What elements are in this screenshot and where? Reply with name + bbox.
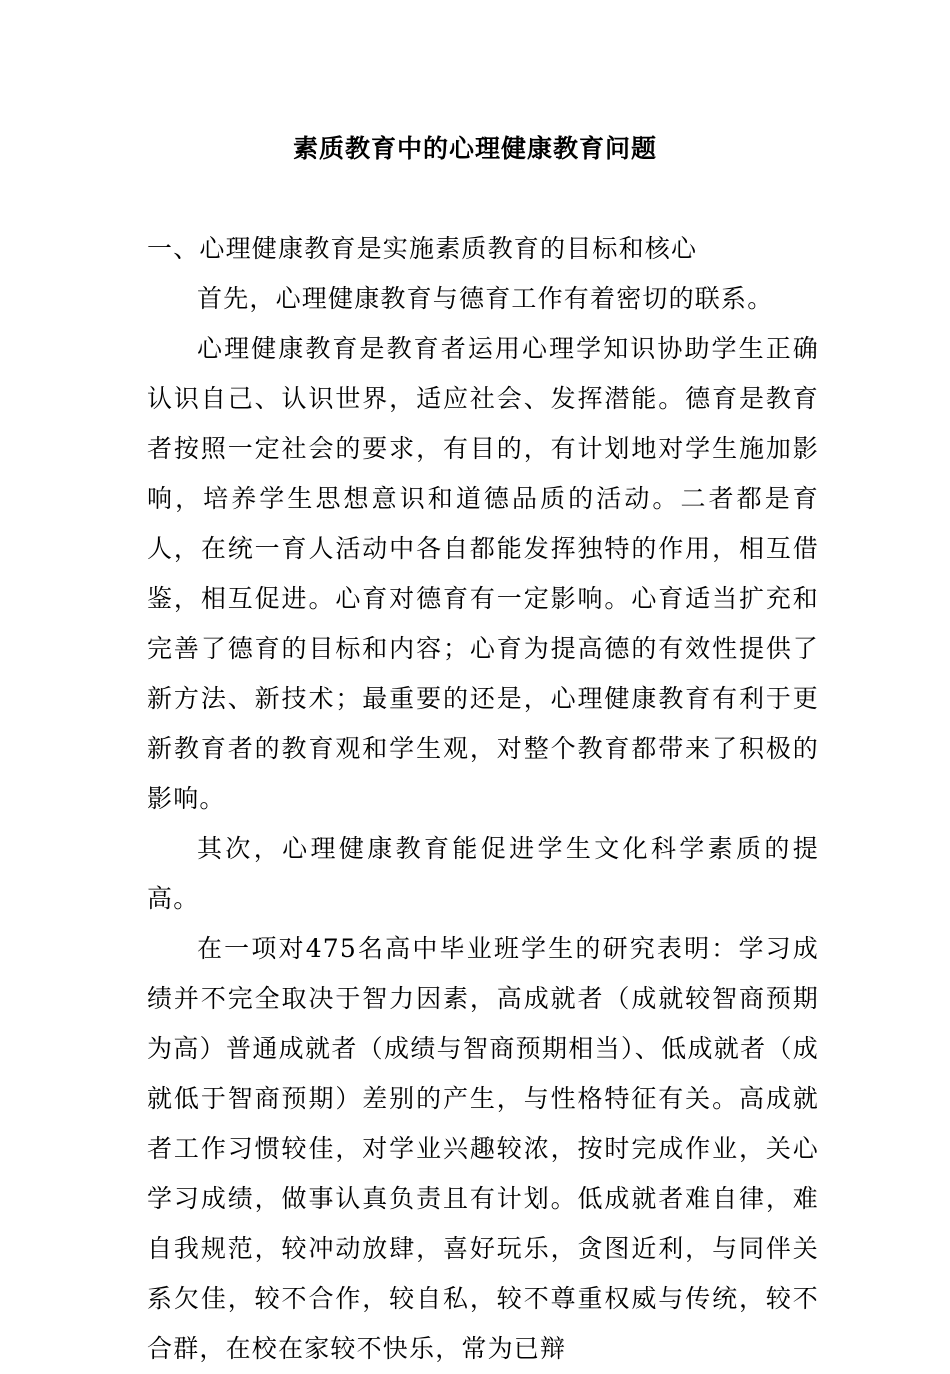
paragraph: 其次，心理健康教育能促进学生文化科学素质的提高。: [147, 834, 819, 913]
paragraph: 在一项对475名高中毕业班学生的研究表明：学习成绩并不完全取决于智力因素，高成就者（成就较智商预期为高）普通成就者（成绩与智商预期相当）、低成就者（成就低于智商预期）差别的产生，与性格特征有关。高成就者工作习惯较佳，对学业兴趣较浓，按时完成作业，关心学习成绩，做事认真负责且有计划。低成就者难自律，难自我规范，较冲动放肆，喜好玩乐，贪图近利，与同伴关系欠佳，较不合作，较自私，较不尊重权威与传统，较不合群，在校在家较不快乐，常为已辩: [147, 934, 819, 1363]
paragraph: 心理健康教育是教育者运用心理学知识协助学生正确认识自己、认识世界，适应社会、发挥潜能。德育是教育者按照一定社会的要求，有目的，有计划地对学生施加影响，培养学生思想意识和道德品质的活动。二者都是育人，在统一育人活动中各自都能发挥独特的作用，相互借鉴，相互促进。心育对德育有一定影响。心育适当扩充和完善了德育的目标和内容；心育为提高德的有效性提供了新方法、新技术；最重要的还是，心理健康教育有利于更新教育者的教育观和学生观，对整个教育都带来了积极的影响。: [147, 334, 819, 813]
document-body: [147, 224, 819, 1374]
paragraph: 首先，心理健康教育与德育工作有着密切的联系。: [197, 284, 774, 313]
section-heading: 一、心理健康教育是实施素质教育的目标和核心: [147, 234, 698, 263]
document-title: 素质教育中的心理健康教育问题: [292, 134, 657, 163]
